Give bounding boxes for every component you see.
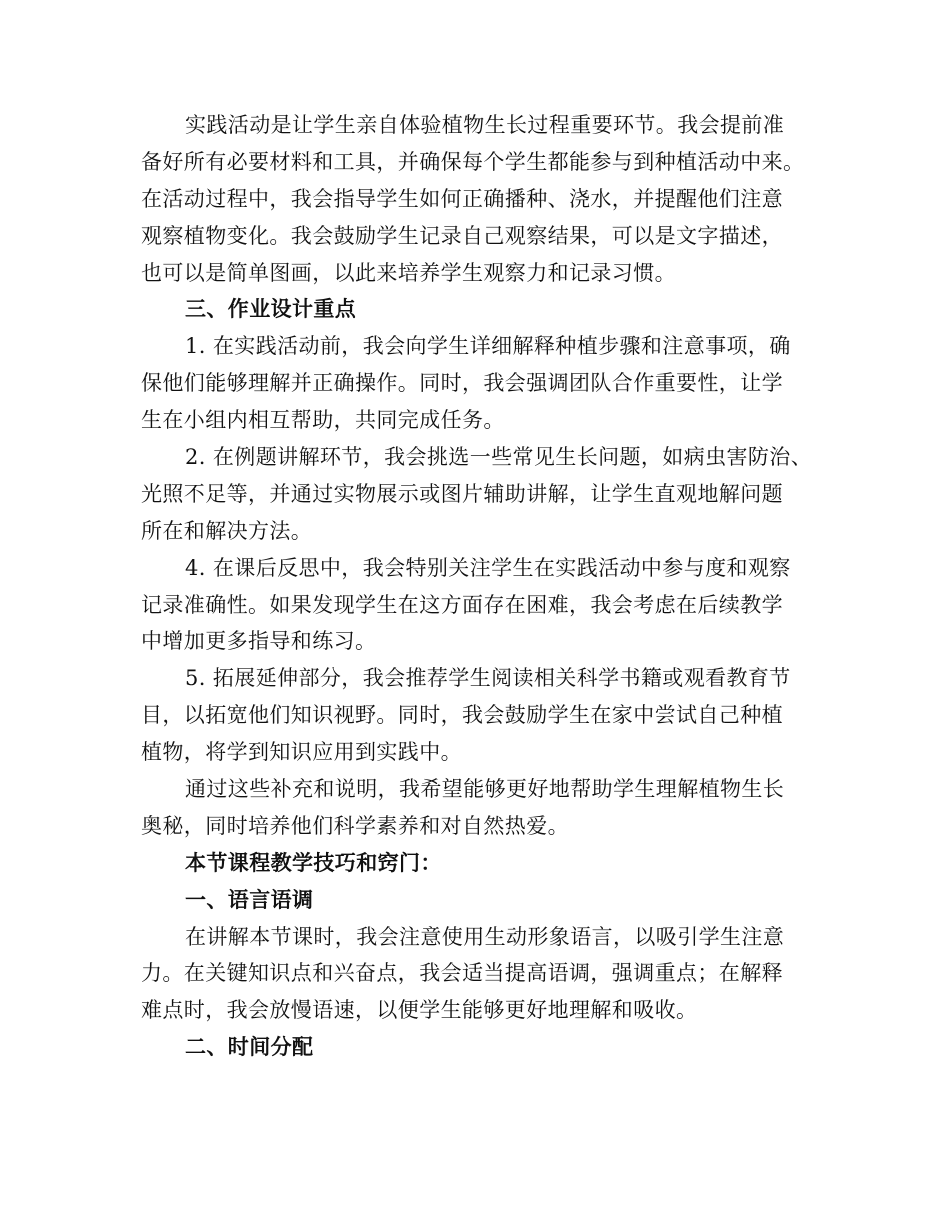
list-item-line: 4. 在课后反思中，我会特别关注学生在实践活动中参与度和观察	[185, 555, 791, 580]
list-item-line: 1. 在实践活动前，我会向学生详细解释种植步骤和注意事项，确	[185, 334, 791, 359]
section-heading: 一、语言语调	[185, 887, 314, 912]
paragraph-line: 在讲解本节课时，我会注意使用生动形象语言，以吸引学生注意	[185, 924, 785, 949]
list-item-line: 光照不足等，并通过实物展示或图片辅助讲解，让学生直观地解问题	[141, 481, 783, 506]
paragraph-line: 奥秘，同时培养他们科学素养和对自然热爱。	[141, 813, 569, 838]
document-page	[141, 107, 813, 1066]
list-item-line: 记录准确性。如果发现学生在这方面存在困难，我会考虑在后续教学	[141, 592, 783, 617]
section-heading: 本节课程教学技巧和窍门：	[185, 850, 442, 875]
paragraph-line: 通过这些补充和说明，我希望能够更好地帮助学生理解植物生长	[185, 777, 785, 802]
paragraph-line: 难点时，我会放慢语速，以便学生能够更好地理解和吸收。	[141, 998, 698, 1023]
section-heading: 二、时间分配	[185, 1035, 314, 1060]
paragraph-line: 力。在关键知识点和兴奋点，我会适当提高语调，强调重点；在解释	[141, 961, 783, 986]
paragraph-line: 备好所有必要材料和工具，并确保每个学生都能参与到种植活动中来。	[141, 149, 805, 174]
list-item-line: 所在和解决方法。	[141, 518, 313, 543]
list-item-line: 生在小组内相互帮助，共同完成任务。	[141, 408, 505, 433]
list-item-line: 2. 在例题讲解环节，我会挑选一些常见生长问题，如病虫害防治、	[185, 445, 813, 470]
list-item-line: 目，以拓宽他们知识视野。同时，我会鼓励学生在家中尝试自己种植	[141, 703, 783, 728]
list-item-line: 保他们能够理解并正确操作。同时，我会强调团队合作重要性，让学	[141, 371, 783, 396]
paragraph-line: 也可以是简单图画，以此来培养学生观察力和记录习惯。	[141, 260, 676, 285]
paragraph-line: 观察植物变化。我会鼓励学生记录自己观察结果，可以是文字描述，	[141, 223, 783, 248]
list-item-line: 中增加更多指导和练习。	[141, 629, 377, 654]
list-item-line: 5. 拓展延伸部分，我会推荐学生阅读相关科学书籍或观看教育节	[185, 666, 791, 691]
paragraph-line: 实践活动是让学生亲自体验植物生长过程重要环节。我会提前准	[185, 113, 785, 137]
paragraph-line: 在活动过程中，我会指导学生如何正确播种、浇水，并提醒他们注意	[141, 186, 783, 211]
list-item-line: 植物，将学到知识应用到实践中。	[141, 740, 462, 765]
section-heading: 三、作业设计重点	[185, 297, 357, 322]
